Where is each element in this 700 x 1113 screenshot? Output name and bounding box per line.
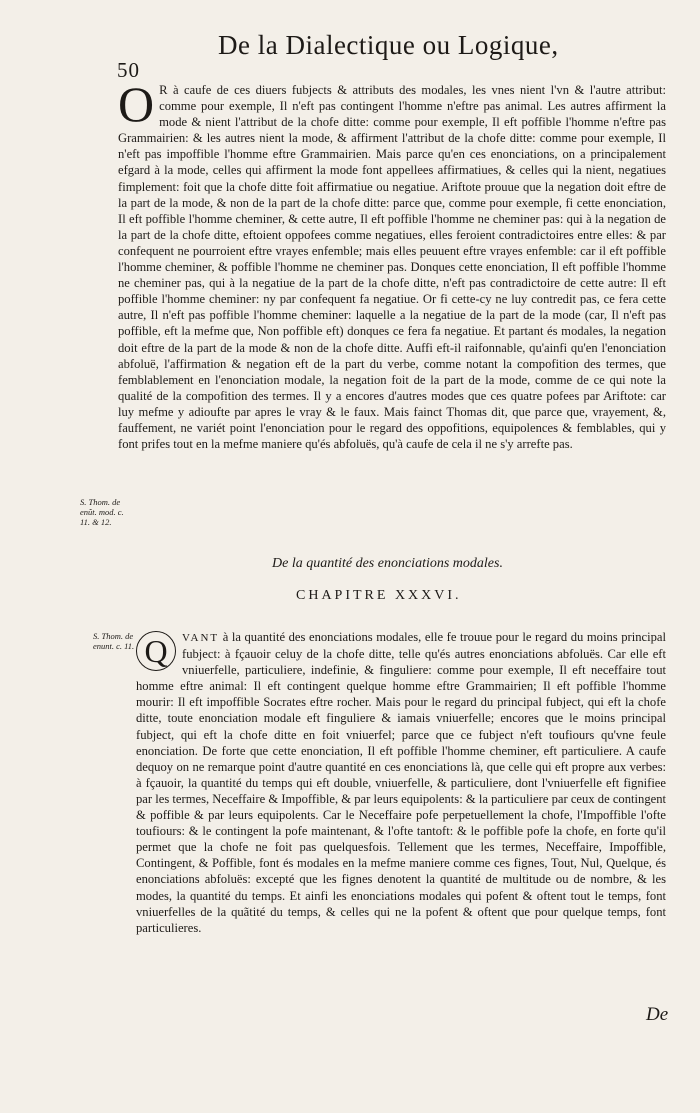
chapter-title: CHAPITRE XXXVI. — [296, 588, 462, 603]
margin-note-2: S. Thom. de enunt. c. 11. — [93, 631, 135, 651]
page-number: 50 — [117, 58, 140, 82]
paragraph-1-text: R à caufe de ces diuers fubjects & attributs des modales, les vnes nient l'vn & l'autre attribut: comme pour exemple, Il n'eft pas contingent l'homme n'eftre pas animal. Les autres affirment la mode & nient l'attribut de la chofe ditte: comme pour exemple, Il eft poffible l'homme n'eftre pas Grammairien: & les autres nient la mode, & affirment l'attribut de la chofe ditte: comme pour exemple, Il n'eft pas impoffible l'homme eftre Grammairien. Mais parce qu'en ces enonciations, on a principalement efgard à la mode, celles qui affirment la mode font appellees affirmatiues, & celles qui la nient, negatiues fimplement: foit que la chofe ditte foit affirmatiue ou negatiue. Ariftote prouue que la negation doit eftre de la part de la mode, & non de la part de la chofe ditte: parce que, comme pour exemple, fi cette enonciation, Il eft poffible l'homme cheminer, & cette autre, Il eft poffible l'homme ne cheminer pas: qui à la negation de la part de la chofe ditte, eftoient oppofees comme negatiues, elles feroient contradictoires entre elles: & par confequent ne pourroient eftre vrayes enfemble; mais elles peuuent eftre vrayes enfemble: car il eft poffible l'homme cheminer, & poffible l'homme ne cheminer pas. Donques cette enonciation, Il eft poffible l'homme ne cheminer pas, qui à la negatiue de la part de la chofe ditte, n'eft pas contradictoire de cette autre: Il eft poffible l'homme cheminer: ny par confequent fa negatiue. Or fi cette-cy ne luy contredit pas, ce fera cette autre, Il n'eft pas poffible l'homme cheminer: laquelle a la negatiue de la part de la mode (car, Il n'eft pas poffible, eft la mefme que, Non poffible eft) donques ce fera fa negatiue. Et partant és modales, la negation doit eftre de la part de la mode & non de la chofe ditte. Auffi eft-il raifonnable, qu'ainfi qu'en l'enonciation abfoluë, l'affirmation & negation eft de la part du verbe, comme notant la compofition des termes, que femblablement en l'enonciation modale, la negation foit de la part de la mode, comme de ce qui note la qualité de la compofition des termes. Il y a encores d'autres modes que ces quatre pofees par Ariftote: car luy mefme y adioufte par apres le vray & le faux. Mais fainct Thomas dit, que parce que, vrayement, &, fauffement, ne variét point l'enonciation pour le regard des oppofitions, equipolences & femblables, qui y font prifes tout en la mefme maniere qu'és abfoluës, qu'à caufe de cela il ne s'y arrefte pas. — [118, 83, 666, 452]
catchword: De — [646, 1004, 669, 1025]
paragraph-2-text: à la quantité des enonciations modales, elle fe trouue pour le regard du moins principal fubject: à fçauoir celuy de la chofe ditte, telle qu'és autres enonciations abfoluës. Car elle eft vniuerfelle, particuliere, indefinie, & finguliere: comme pour exemple, Il eft neceffaire tout homme eftre animal: Il eft contingent quelque homme eftre Grammairien; Il eft poffible l'homme mourir: Il eft impoffible Socrates eftre rocher. Mais pour le regard du principal fubject, qui eft la chofe ditte, toute enonciation modale eft finguliere & iamais vniuerfelle; encores que le moins principal fubject, qui eft la chofe ditte en foit vniuerfel; parce que ce fubject n'eft toufiours qu'vne feule enonciation. De forte que cette enonciation, Il eft poffible l'homme cheminer, eft particuliere. A caufe dequoy on ne remarque point d'autre quantité en ces enonciations là, que celle qui eft propre aux verbes: à fçauoir, la quantité du temps qui eft double, vniuerfelle, & particuliere, dont l'vniuerfelle eft fignifiee par les termes, Neceffaire & Impoffible, & par leurs equipolents: & la particuliere par ceux de contingent & poffible & par leurs equipolents. Car le Neceffaire pofe perpetuellement la chofe, l'Impoffible l'ofte toufiours: & le contingent la pofe maintenant, & l'ofte tantoft: & le poffible pofe la chofe, en forte qu'il permet que la chofe ne foit pas quelquesfois. Tellement que les termes, Neceffaire, Impoffible, Contingent, & Poffible, font és modales en la mefme maniere comme ces fignes, Tout, Nul, Quelque, és enonciations abfoluës: excepté que les fignes denotent la quantité de multitude ou de nombre, & les modes, la quantité du temps. Et ainfi les enonciations modales qui pofent & oftent tout le temps, font vniuerfelles de la quãtité du temps, & celles qui ne la pofent & oftent que pour quelque temps, font particulieres. — [136, 630, 666, 935]
section-title: De la quantité des enonciations modales. — [272, 556, 503, 571]
dropcap-o: O — [118, 76, 155, 132]
dropcap-q: Q — [136, 631, 176, 671]
margin-note-1: S. Thom. de enũt. mod. c. 11. & 12. — [80, 497, 124, 527]
paragraph-2 — [136, 629, 666, 936]
running-head: De la Dialectique ou Logique, — [218, 30, 559, 60]
paragraph-1 — [118, 76, 666, 452]
first-word: VANT — [182, 632, 220, 644]
